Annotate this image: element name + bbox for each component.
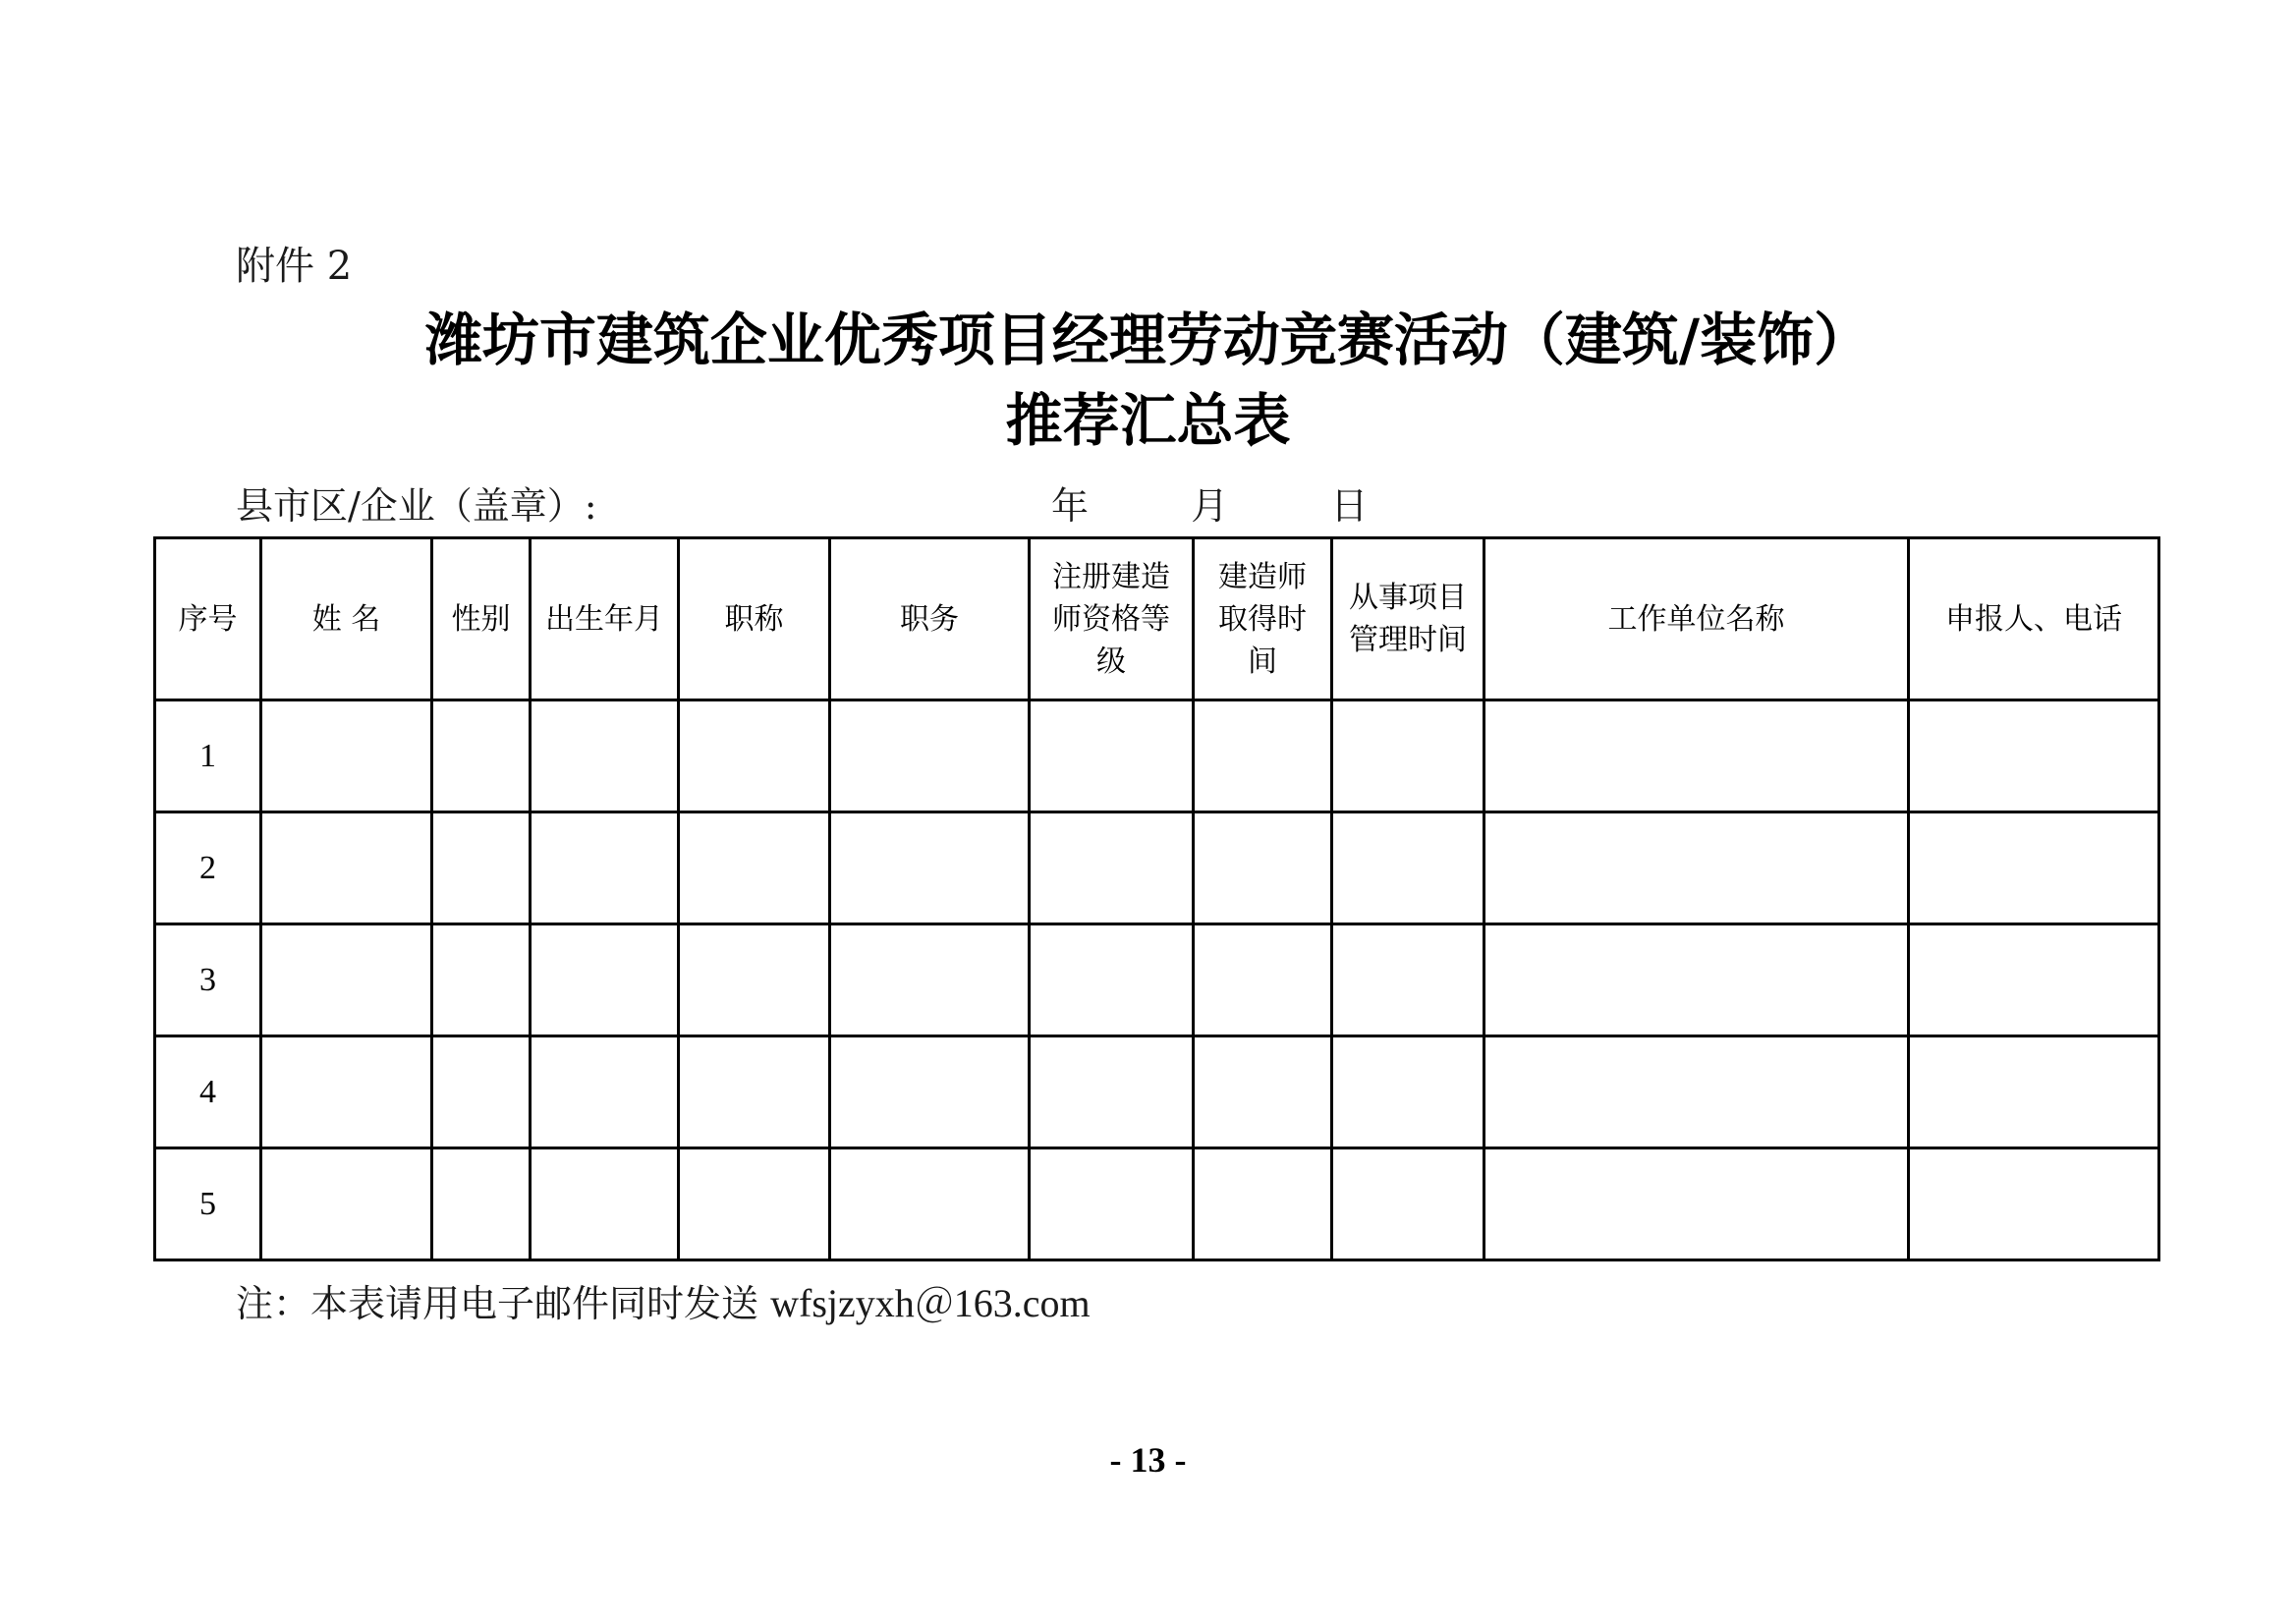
name-cell[interactable]: [261, 1148, 432, 1260]
col-header-gender: 性别: [432, 538, 531, 700]
email-address: wfsjzyxh＠163.com: [770, 1281, 1091, 1325]
constructor-level-cell[interactable]: [1030, 1036, 1194, 1148]
applicant-phone-cell[interactable]: [1909, 924, 2159, 1036]
table-row: [155, 1036, 2159, 1148]
summary-table: [153, 536, 2160, 1261]
employer-cell[interactable]: [1484, 1148, 1909, 1260]
gender-cell[interactable]: [432, 812, 531, 924]
row-index: 2: [155, 812, 261, 924]
name-cell[interactable]: [261, 812, 432, 924]
row-index: 3: [155, 924, 261, 1036]
position-cell[interactable]: [830, 700, 1030, 812]
constructor-date-cell[interactable]: [1194, 1148, 1332, 1260]
title-cell[interactable]: [679, 1148, 830, 1260]
title-cell[interactable]: [679, 700, 830, 812]
row-index: 1: [155, 700, 261, 812]
pm-years-cell[interactable]: [1332, 1148, 1484, 1260]
applicant-phone-cell[interactable]: [1909, 1148, 2159, 1260]
col-header-constructor-level-text: 注册建造师资格等级: [1052, 559, 1170, 679]
position-cell[interactable]: [830, 812, 1030, 924]
col-header-birth: 出生年月: [531, 538, 679, 700]
birth-cell[interactable]: [531, 1148, 679, 1260]
attachment-label: 附件 2: [236, 244, 353, 289]
page-number: - 13 -: [1109, 1440, 1187, 1480]
title-cell[interactable]: [679, 924, 830, 1036]
gender-cell[interactable]: [432, 1036, 531, 1148]
day-label: 日: [1330, 484, 1369, 528]
gender-cell[interactable]: [432, 924, 531, 1036]
constructor-date-cell[interactable]: [1194, 924, 1332, 1036]
constructor-level-cell[interactable]: [1030, 700, 1194, 812]
table-header-row: [155, 538, 2159, 700]
col-header-constructor-date-text: 建造师取得时间: [1218, 559, 1307, 679]
position-cell[interactable]: [830, 1036, 1030, 1148]
row-index: 4: [155, 1036, 261, 1148]
pm-years-cell[interactable]: [1332, 812, 1484, 924]
name-cell[interactable]: [261, 700, 432, 812]
gender-cell[interactable]: [432, 1148, 531, 1260]
birth-cell[interactable]: [531, 1036, 679, 1148]
applicant-phone-cell[interactable]: [1909, 700, 2159, 812]
title-cell[interactable]: [679, 1036, 830, 1148]
col-header-index: 序号: [155, 538, 261, 700]
employer-cell[interactable]: [1484, 700, 1909, 812]
document-subtitle: 推荐汇总表: [1005, 387, 1291, 454]
constructor-level-cell[interactable]: [1030, 812, 1194, 924]
pm-years-cell[interactable]: [1332, 1036, 1484, 1148]
row-index: 5: [155, 1148, 261, 1260]
employer-cell[interactable]: [1484, 924, 1909, 1036]
birth-cell[interactable]: [531, 700, 679, 812]
unit-seal-label: 县市区/企业（盖章）:: [236, 484, 597, 528]
col-header-constructor-level: [1030, 538, 1194, 700]
year-label: 年: [1051, 484, 1090, 528]
table-row: [155, 924, 2159, 1036]
col-header-title: 职称: [679, 538, 830, 700]
constructor-level-cell[interactable]: [1030, 1148, 1194, 1260]
col-header-name: 姓 名: [261, 538, 432, 700]
date-line: [1051, 481, 1368, 531]
name-cell[interactable]: [261, 924, 432, 1036]
employer-cell[interactable]: [1484, 1036, 1909, 1148]
col-header-constructor-date: [1194, 538, 1332, 700]
name-cell[interactable]: [261, 1036, 432, 1148]
applicant-phone-cell[interactable]: [1909, 1036, 2159, 1148]
applicant-phone-cell[interactable]: [1909, 812, 2159, 924]
col-header-pm-years: [1332, 538, 1484, 700]
constructor-level-cell[interactable]: [1030, 924, 1194, 1036]
table-row: [155, 812, 2159, 924]
pm-years-cell[interactable]: [1332, 700, 1484, 812]
pm-years-cell[interactable]: [1332, 924, 1484, 1036]
position-cell[interactable]: [830, 1148, 1030, 1260]
table-row: [155, 1148, 2159, 1260]
position-cell[interactable]: [830, 924, 1030, 1036]
col-header-applicant-phone: 申报人、电话: [1909, 538, 2159, 700]
table-row: [155, 700, 2159, 812]
month-label: 月: [1191, 484, 1229, 528]
gender-cell[interactable]: [432, 700, 531, 812]
col-header-employer: 工作单位名称: [1484, 538, 1909, 700]
constructor-date-cell[interactable]: [1194, 1036, 1332, 1148]
employer-cell[interactable]: [1484, 812, 1909, 924]
col-header-pm-years-text: 从事项目管理时间: [1349, 581, 1467, 657]
title-cell[interactable]: [679, 812, 830, 924]
email-note-prefix: 注：本表请用电子邮件同时发送: [236, 1282, 759, 1325]
constructor-date-cell[interactable]: [1194, 812, 1332, 924]
document-title: 潍坊市建筑企业优秀项目经理劳动竞赛活动（建筑/装饰）: [424, 307, 1872, 373]
col-header-position: 职务: [830, 538, 1030, 700]
birth-cell[interactable]: [531, 812, 679, 924]
birth-cell[interactable]: [531, 924, 679, 1036]
email-note: [236, 1279, 1091, 1328]
constructor-date-cell[interactable]: [1194, 700, 1332, 812]
